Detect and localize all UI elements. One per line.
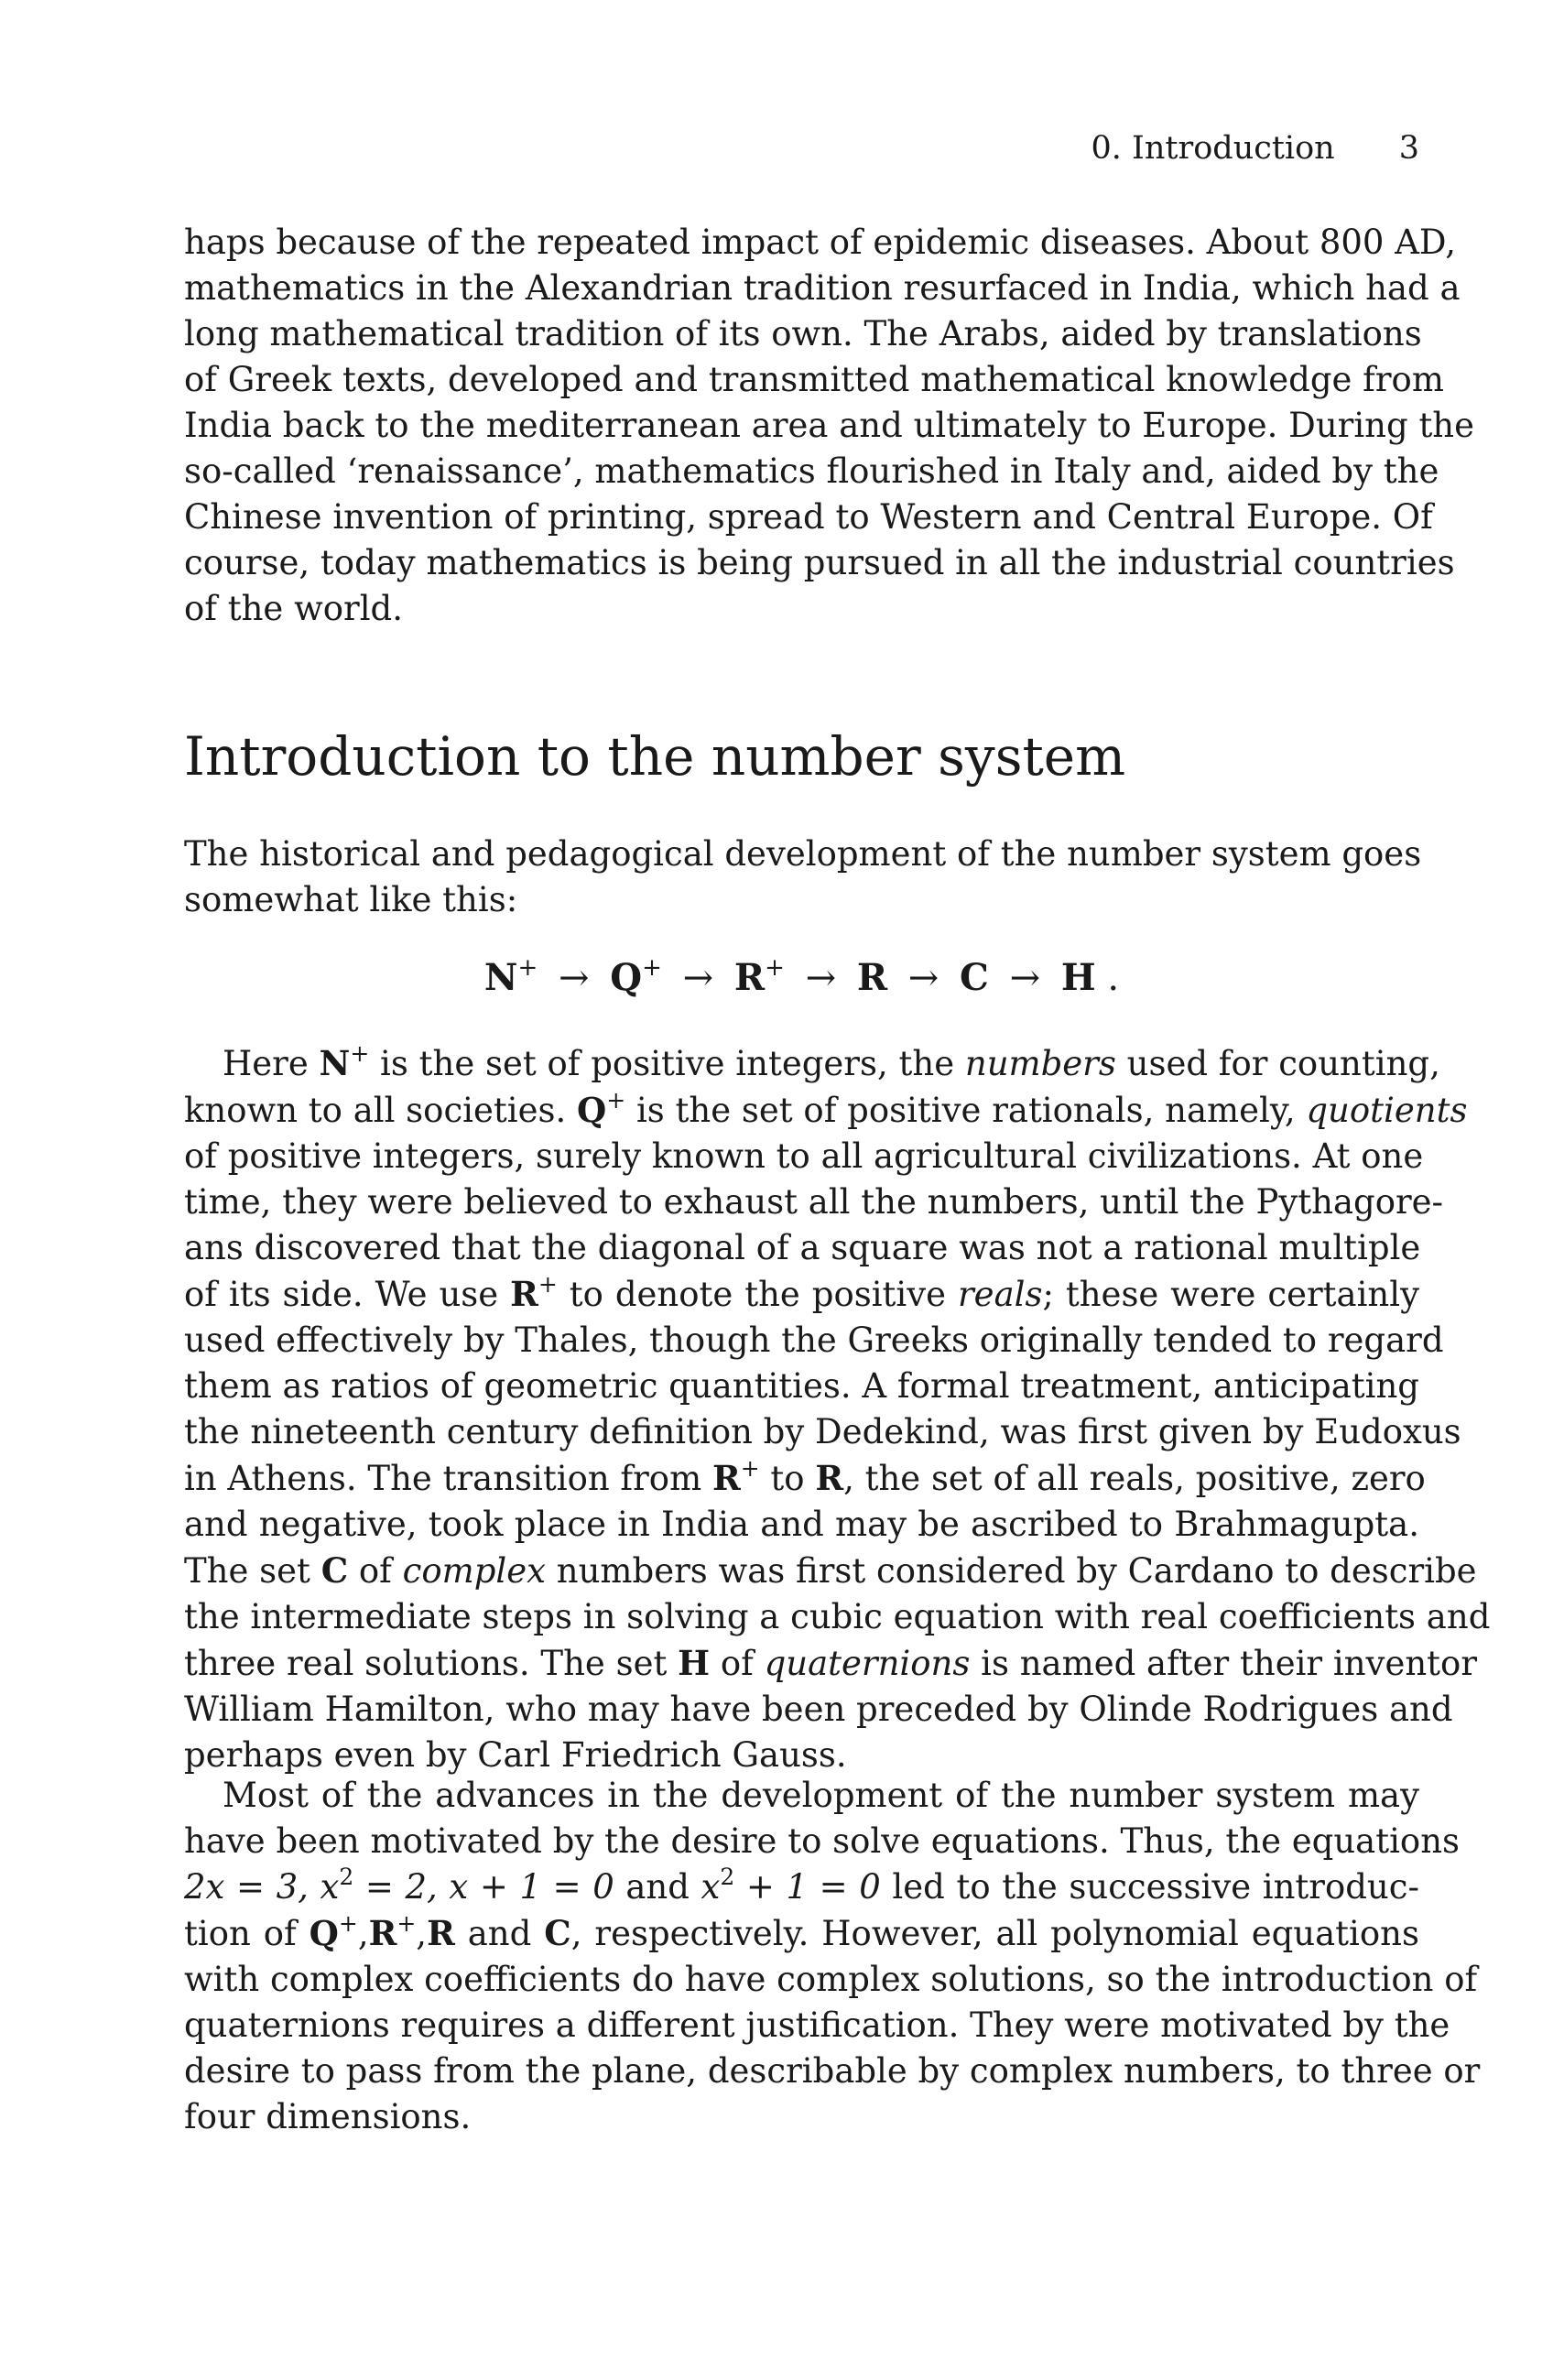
text-run: to denote the positive xyxy=(557,1275,958,1314)
text-line xyxy=(184,1040,1440,1087)
text-line: used effectively by Thales, though the Greeks originally tended to regard xyxy=(184,1320,1444,1360)
text-run: of xyxy=(710,1644,765,1683)
arrow-symbol: → xyxy=(805,957,837,999)
text-run: tion of xyxy=(184,1914,310,1953)
text-line: quaternions requires a different justification. They were motivated by the xyxy=(184,2005,1450,2045)
text-line: India back to the mediterranean area and ultimately to Europe. During the xyxy=(184,406,1475,445)
text-run: used for counting, xyxy=(1115,1044,1440,1083)
text-line: perhaps even by Carl Friedrich Gauss. xyxy=(184,1735,847,1775)
text-run: ; these were certainly xyxy=(1042,1275,1419,1314)
text-line xyxy=(184,1548,1477,1594)
paragraph-number-system-intro xyxy=(184,831,1422,923)
text-line xyxy=(184,1864,1419,1910)
text-line: course, today mathematics is being pursued in all the industrial countries xyxy=(184,543,1455,582)
text-line: and negative, took place in India and may be ascribed to Brahmagupta. xyxy=(184,1505,1419,1544)
math-symbol-R: R xyxy=(711,1458,741,1498)
text-run: and xyxy=(614,1867,701,1907)
running-head xyxy=(1091,128,1419,168)
text-run: numbers was first considered by Cardano to describe xyxy=(546,1551,1477,1591)
math-symbol-R: R xyxy=(368,1913,397,1953)
math-equation: x + 1 = 0 xyxy=(449,1867,614,1907)
text-line: of Greek texts, developed and transmitted mathematical knowledge from xyxy=(184,360,1444,399)
math-equation: = 2, xyxy=(353,1867,450,1907)
text-run: , respectively. However, all polynomial equations xyxy=(570,1914,1419,1953)
text-line: with complex coefficients do have complex solutions, so the introduction of xyxy=(184,1960,1478,1999)
number-system-chain-equation xyxy=(184,952,1419,1004)
text-line: time, they were believed to exhaust all the numbers, until the Pythagore- xyxy=(184,1182,1444,1222)
math-symbol-R-plus: R xyxy=(733,956,766,999)
text-line: The historical and pedagogical development of the number system goes xyxy=(184,834,1422,874)
text-line: Most of the advances in the development of the number system may xyxy=(223,1776,1419,1815)
math-superscript: + xyxy=(642,954,662,982)
text-run: The set xyxy=(184,1551,321,1591)
math-symbol-Q: Q xyxy=(309,1913,339,1953)
text-line xyxy=(184,1455,1426,1502)
paragraph-number-sets xyxy=(184,1040,1491,1778)
text-run: is the set of positive rationals, namely, xyxy=(625,1091,1307,1130)
text-line xyxy=(184,1087,1468,1134)
running-head-title: 0. Introduction xyxy=(1091,130,1335,167)
math-superscript: + xyxy=(517,954,538,982)
book-page xyxy=(184,0,1491,2380)
math-symbol-N: N xyxy=(483,956,518,999)
text-line: somewhat like this: xyxy=(184,880,518,919)
emphasis-text: quotients xyxy=(1306,1091,1468,1130)
text-line: have been motivated by the desire to solve equations. Thus, the equations xyxy=(184,1821,1461,1861)
text-line: desire to pass from the plane, describable by complex numbers, to three or xyxy=(184,2051,1481,2091)
text-line: four dimensions. xyxy=(184,2097,472,2136)
math-superscript: + xyxy=(740,1455,760,1482)
text-line: long mathematical tradition of its own. The Arabs, aided by translations xyxy=(184,314,1422,353)
math-superscript: + xyxy=(396,1910,417,1937)
text-run: led to the successive introduc- xyxy=(880,1867,1419,1907)
text-run: three real solutions. The set xyxy=(184,1644,679,1683)
text-run: of its side. We use xyxy=(184,1275,511,1314)
math-symbol-C: C xyxy=(544,1913,571,1953)
text-run: to xyxy=(759,1459,816,1498)
math-symbol-N: N xyxy=(319,1043,351,1083)
text-run: is named after their inventor xyxy=(970,1644,1478,1683)
math-symbol-C: C xyxy=(960,956,989,999)
paragraph-history xyxy=(184,220,1475,632)
text-line: of the world. xyxy=(184,589,404,628)
text-line: the nineteenth century definition by Dedekind, was first given by Eudoxus xyxy=(184,1412,1461,1451)
math-superscript: + xyxy=(338,1910,358,1937)
text-line: mathematics in the Alexandrian tradition resurfaced in India, which had a xyxy=(184,268,1461,308)
math-symbol-R: R xyxy=(427,1913,455,1953)
math-exponent: 2 xyxy=(720,1864,735,1890)
math-symbol-R: R xyxy=(815,1458,844,1498)
text-line: of positive integers, surely known to all agricultural civilizations. At one xyxy=(184,1136,1424,1176)
emphasis-text: complex xyxy=(402,1551,547,1591)
math-symbol-R: R xyxy=(510,1274,538,1314)
text-line: the intermediate steps in solving a cubic equation with real coefficients and xyxy=(184,1597,1491,1636)
math-superscript: + xyxy=(538,1271,558,1298)
text-line: so-called ‘renaissance’, mathematics flourished in Italy and, aided by the xyxy=(184,451,1439,491)
text-line: Chinese invention of printing, spread to Western and Central Europe. Of xyxy=(184,497,1433,537)
text-line xyxy=(184,1910,1419,1957)
paragraph-equations-motivation xyxy=(184,1773,1481,2140)
page-number: 3 xyxy=(1398,130,1419,167)
text-run: known to all societies. xyxy=(184,1091,578,1130)
emphasis-text: quaternions xyxy=(764,1644,971,1683)
math-symbol-H: H xyxy=(678,1643,711,1683)
math-equation: 2x = 3, xyxy=(184,1867,320,1907)
emphasis-text: numbers xyxy=(964,1044,1116,1083)
text-run: , xyxy=(357,1914,369,1953)
text-line xyxy=(184,1640,1478,1687)
text-run: Here xyxy=(223,1044,320,1083)
text-line: William Hamilton, who may have been preceded by Olinde Rodrigues and xyxy=(184,1690,1453,1729)
math-variable: x xyxy=(320,1867,340,1907)
math-symbol-H: H xyxy=(1060,956,1096,999)
math-variable: x xyxy=(700,1867,721,1907)
text-line xyxy=(184,1271,1419,1318)
math-exponent: 2 xyxy=(339,1864,354,1890)
text-run: , the set of all reals, positive, zero xyxy=(843,1459,1426,1498)
math-symbol-Q: Q xyxy=(610,956,643,999)
arrow-symbol: → xyxy=(907,957,939,999)
math-symbol-R: R xyxy=(856,956,888,999)
arrow-symbol: → xyxy=(559,957,590,999)
section-heading: Introduction to the number system xyxy=(184,725,1126,788)
text-line: them as ratios of geometric quantities. A formal treatment, anticipating xyxy=(184,1366,1419,1406)
math-superscript: + xyxy=(606,1087,626,1114)
math-symbol-C: C xyxy=(320,1550,349,1591)
text-line: haps because of the repeated impact of epidemic diseases. About 800 AD, xyxy=(184,223,1457,262)
text-run: , xyxy=(416,1914,428,1953)
text-run: in Athens. The transition from xyxy=(184,1459,712,1498)
text-run: and xyxy=(454,1914,545,1953)
math-symbol-Q: Q xyxy=(577,1090,607,1130)
math-equation: + 1 = 0 xyxy=(734,1867,881,1907)
emphasis-text: reals xyxy=(957,1275,1043,1314)
text-run: of xyxy=(348,1551,403,1591)
arrow-symbol: → xyxy=(682,957,714,999)
text-line: ans discovered that the diagonal of a square was not a rational multiple xyxy=(184,1228,1421,1267)
math-superscript: + xyxy=(765,954,785,982)
math-terminal-period: . xyxy=(1107,957,1120,999)
arrow-symbol: → xyxy=(1009,957,1041,999)
math-superscript: + xyxy=(350,1040,370,1067)
text-run: is the set of positive integers, the xyxy=(369,1044,965,1083)
